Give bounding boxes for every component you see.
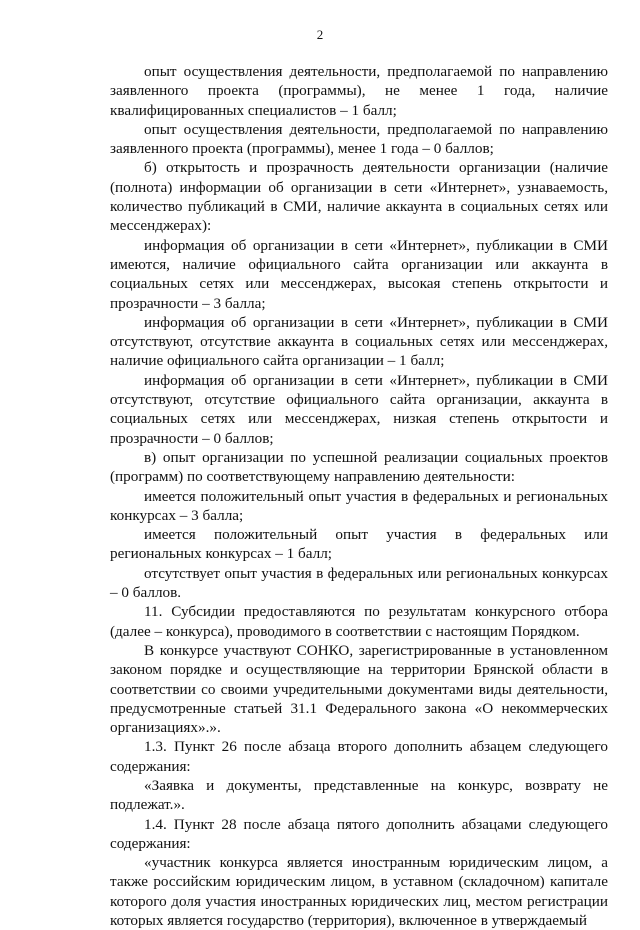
paragraph: имеется положительный опыт участия в федеральных и региональных конкурсах – 3 балла; bbox=[110, 487, 608, 524]
paragraph: «участник конкурса является иностранным юридическим лицом, а также российским юридическим лицом, в уставном (складочном) капитале которого доля участия иностранных юридических лиц, местом регистрации которых является государство (территория), включенное в утверждаемый bbox=[110, 854, 608, 930]
page-number: 2 bbox=[316, 27, 324, 42]
paragraph: б) открытость и прозрачность деятельности организации (наличие (полнота) информации об организации в сети «Интернет», узнаваемость, количество публикаций в СМИ, наличие аккаунта в социальных сетях или мессенджерах): bbox=[110, 159, 608, 235]
paragraph: «Заявка и документы, представленные на конкурс, возврату не подлежат.». bbox=[110, 776, 608, 814]
document-body bbox=[110, 62, 608, 930]
paragraph: отсутствует опыт участия в федеральных или региональных конкурсах – 0 баллов. bbox=[110, 564, 608, 602]
paragraph: 11. Субсидии предоставляются по результатам конкурсного отбора (далее – конкурса), проводимого в соответствии с настоящим Порядком. bbox=[110, 603, 608, 640]
paragraph: имеется положительный опыт участия в федеральных или региональных конкурсах – 1 балл; bbox=[110, 526, 608, 563]
paragraph: опыт осуществления деятельности, предполагаемой по направлению заявленного проекта (программы), не менее 1 года, наличие квалифицированных специалистов – 1 балл; bbox=[110, 63, 608, 119]
paragraph: 1.3. Пункт 26 после абзаца второго дополнить абзацем следующего содержания: bbox=[110, 738, 608, 775]
paragraph: информация об организации в сети «Интернет», публикации в СМИ имеются, наличие официального сайта организации или аккаунта в социальных сетях или мессенджерах, высокая степень открытости и прозрачности – 3 балла; bbox=[110, 236, 608, 312]
paragraph: информация об организации в сети «Интернет», публикации в СМИ отсутствуют, отсутствие официального сайта организации, аккаунта в социальных сетях или мессенджерах, низкая степень открытости и прозрачности – 0 баллов; bbox=[110, 371, 608, 447]
paragraph: В конкурсе участвуют СОНКО, зарегистрированные в установленном законом порядке и осуществляющие на территории Брянской области в соответствии со своими учредительными документами виды деятельности, предусмотренные статьей 31.1 Федерального закона «О некоммерческих организациях».». bbox=[110, 641, 608, 737]
paragraph: 1.4. Пункт 28 после абзаца пятого дополнить абзацами следующего содержания: bbox=[110, 815, 608, 852]
paragraph: информация об организации в сети «Интернет», публикации в СМИ отсутствуют, отсутствие аккаунта в социальных сетях или мессенджерах, наличие официального сайта организации – 1 балл; bbox=[110, 313, 608, 370]
paragraph: опыт осуществления деятельности, предполагаемой по направлению заявленного проекта (программы), менее 1 года – 0 баллов; bbox=[110, 120, 608, 158]
paragraph: в) опыт организации по успешной реализации социальных проектов (программ) по соответствующему направлению деятельности: bbox=[110, 448, 608, 486]
